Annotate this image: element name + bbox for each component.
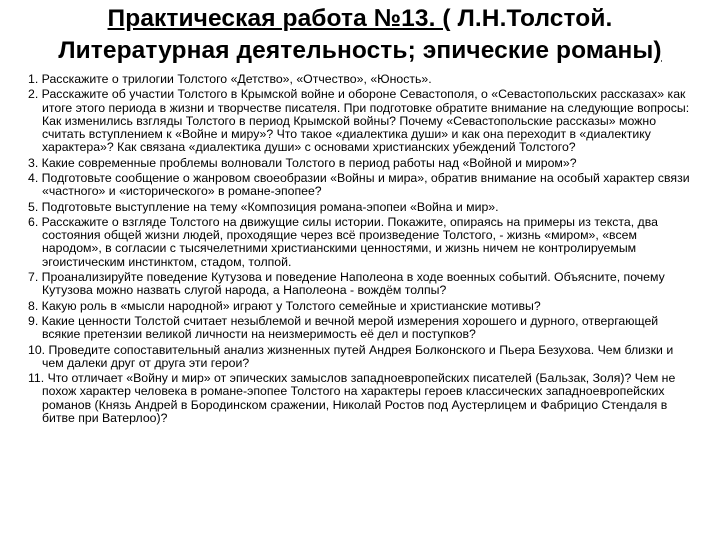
title-rest: Л.Н.Толстой. [450, 5, 613, 32]
page-title [0, 0, 720, 67]
list-item: 3. Какие современные проблемы волновали Толстого в период работы над «Войной и миром»? [28, 155, 577, 170]
list-item: 7. Проанализируйте поведение Кутузова и поведение Наполеона в ходе военных событий. Объясните, почему Кутузова можно назвать слугой народа, а Наполеона - вождём толпы? [28, 269, 665, 298]
title-underlined-part: Практическая работа №13. ( [107, 5, 451, 32]
list-item: 1. Расскажите о трилогии Толстого «Детство», «Отчество», «Юность». [28, 72, 432, 86]
list-item: 8. Какую роль в «мысли народной» играют у Толстого семейные и христианские мотивы? [28, 298, 541, 313]
assignment-list [0, 67, 720, 425]
title-subtitle: Литературная деятельность; эпические романы [58, 37, 654, 64]
list-item: 9. Какие ценности Толстой считает незыблемой и вечной мерой измерения хорошего и дурного, отвергающей всякие претензии великой личности на неизмеримость её дел и поступков? [28, 313, 659, 342]
title-line-2 [0, 35, 720, 67]
list-item: 4. Подготовьте сообщение о жанровом своеобразии «Войны и мира», обратив внимание на особый характер связи «частного» и «исторического» в романе-эпопее? [28, 170, 690, 199]
list-item: 2. Расскажите об участии Толстого в Крымской войне и обороне Севастополя, о «Севастопольских рассказах» как итоге этого периода в жизни и творчестве писателя. При подготовке обратите внимание на следующие вопросы: Как изменились взгляды Толстого в период Крымской войны? Почему «Севастопольские рассказы» можно считать вступлением к «Войне и миру»? Что такое «диалектика души» и как она переходит в «диалектику характера»? Как связана «диалектика души» с основами христианских убеждений Толстого? [28, 87, 690, 155]
title-line-1 [0, 3, 720, 35]
list-item: 10. Проведите сопоставительный анализ жизненных путей Андрея Болконского и Пьера Безухова. Чем близки и чем далеки друг от друга эти герои? [28, 342, 674, 370]
list-item: 11. Что отличает «Войну и мир» от эпических замыслов западноевропейских писателей (Бальзак, Золя)? Чем не похож характер человека в романе-эпопее Толстого на характеры героев классических западноевропейских романов (Князь Андрей в Бородинском сражении, Николай Ростов под Аустерлицем и Фабрицио Стендаля в битве при Ватерлоо)? [28, 371, 676, 425]
title-closing-paren: ) [653, 37, 662, 64]
list-item: 6. Расскажите о взгляде Толстого на движущие силы истории. Покажите, опираясь на примеры из текста, два состояния общей жизни людей, проходящие через всё произведение Толстого, - жизнь «миром», «всем народом», в согласии с тысячелетними христианскими ценностями, и жизнь ничем не контролируемым эгоистическим инстинктом, стадом, толпой. [28, 214, 658, 269]
list-item: 5. Подготовьте выступление на тему «Композиция романа-эпопеи «Война и мир». [28, 199, 499, 214]
